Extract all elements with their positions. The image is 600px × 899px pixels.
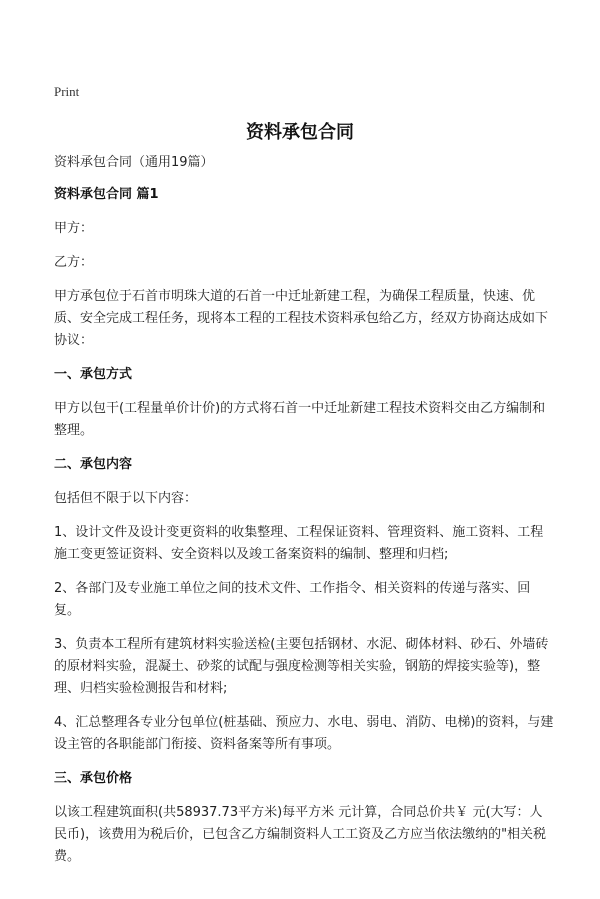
content-item-3: 3、负责本工程所有建筑材料实验送检(主要包括钢材、水泥、砌体材料、砂石、外墙砖的原材料实验，混凝土、砂浆的试配与强度检测等相关实验，钢筋的焊接实验等)，整理、归档实验检测报告和材料; [54,637,549,696]
content-item-2: 2、各部门及专业施工单位之间的技术文件、工作指令、相关资料的传递与落实、回复。 [54,581,531,618]
content-item-1: 1、设计文件及设计变更资料的收集整理、工程保证资料、管理资料、施工资料、工程施工变更签证资料、安全资料以及竣工备案资料的编制、整理和归档; [54,525,544,562]
contract-price-paragraph: 以该工程建筑面积(共58937.73平方米)每平方米 元计算，合同总价共￥ 元(大写：人民币)，该费用为税后价，已包含乙方编制资料人工工资及乙方应当依法缴纳的"相关税费。 [54,805,547,864]
document-body [54,152,554,880]
section-title: 资料承包合同 篇1 [54,187,159,202]
party-a-line: 甲方： [54,221,94,236]
contract-method-paragraph: 甲方以包干(工程量单价计价)的方式将石首一中迁址新建工程技术资料交由乙方编制和整理。 [54,401,546,438]
content-item-4: 4、汇总整理各专业分包单位(桩基础、预应力、水电、弱电、消防、电梯)的资料，与建设主管的各职能部门衔接、资料备案等所有事项。 [54,715,554,752]
party-b-line: 乙方： [54,255,94,270]
print-label: Print [54,84,80,99]
intro-paragraph: 甲方承包位于石首市明珠大道的石首一中迁址新建工程，为确保工程质量，快速、优质、安全完成工程任务，现将本工程的工程技术资料承包给乙方，经双方协商达成如下协议： [54,289,549,348]
contract-content-intro: 包括但不限于以下内容： [54,491,198,506]
heading-contract-method: 一、承包方式 [54,367,133,382]
document-title: 资料承包合同 [246,122,354,143]
heading-contract-content: 二、承包内容 [54,457,133,472]
heading-contract-price: 三、承包价格 [54,771,133,786]
document-subtitle: 资料承包合同（通用19篇） [54,155,214,170]
